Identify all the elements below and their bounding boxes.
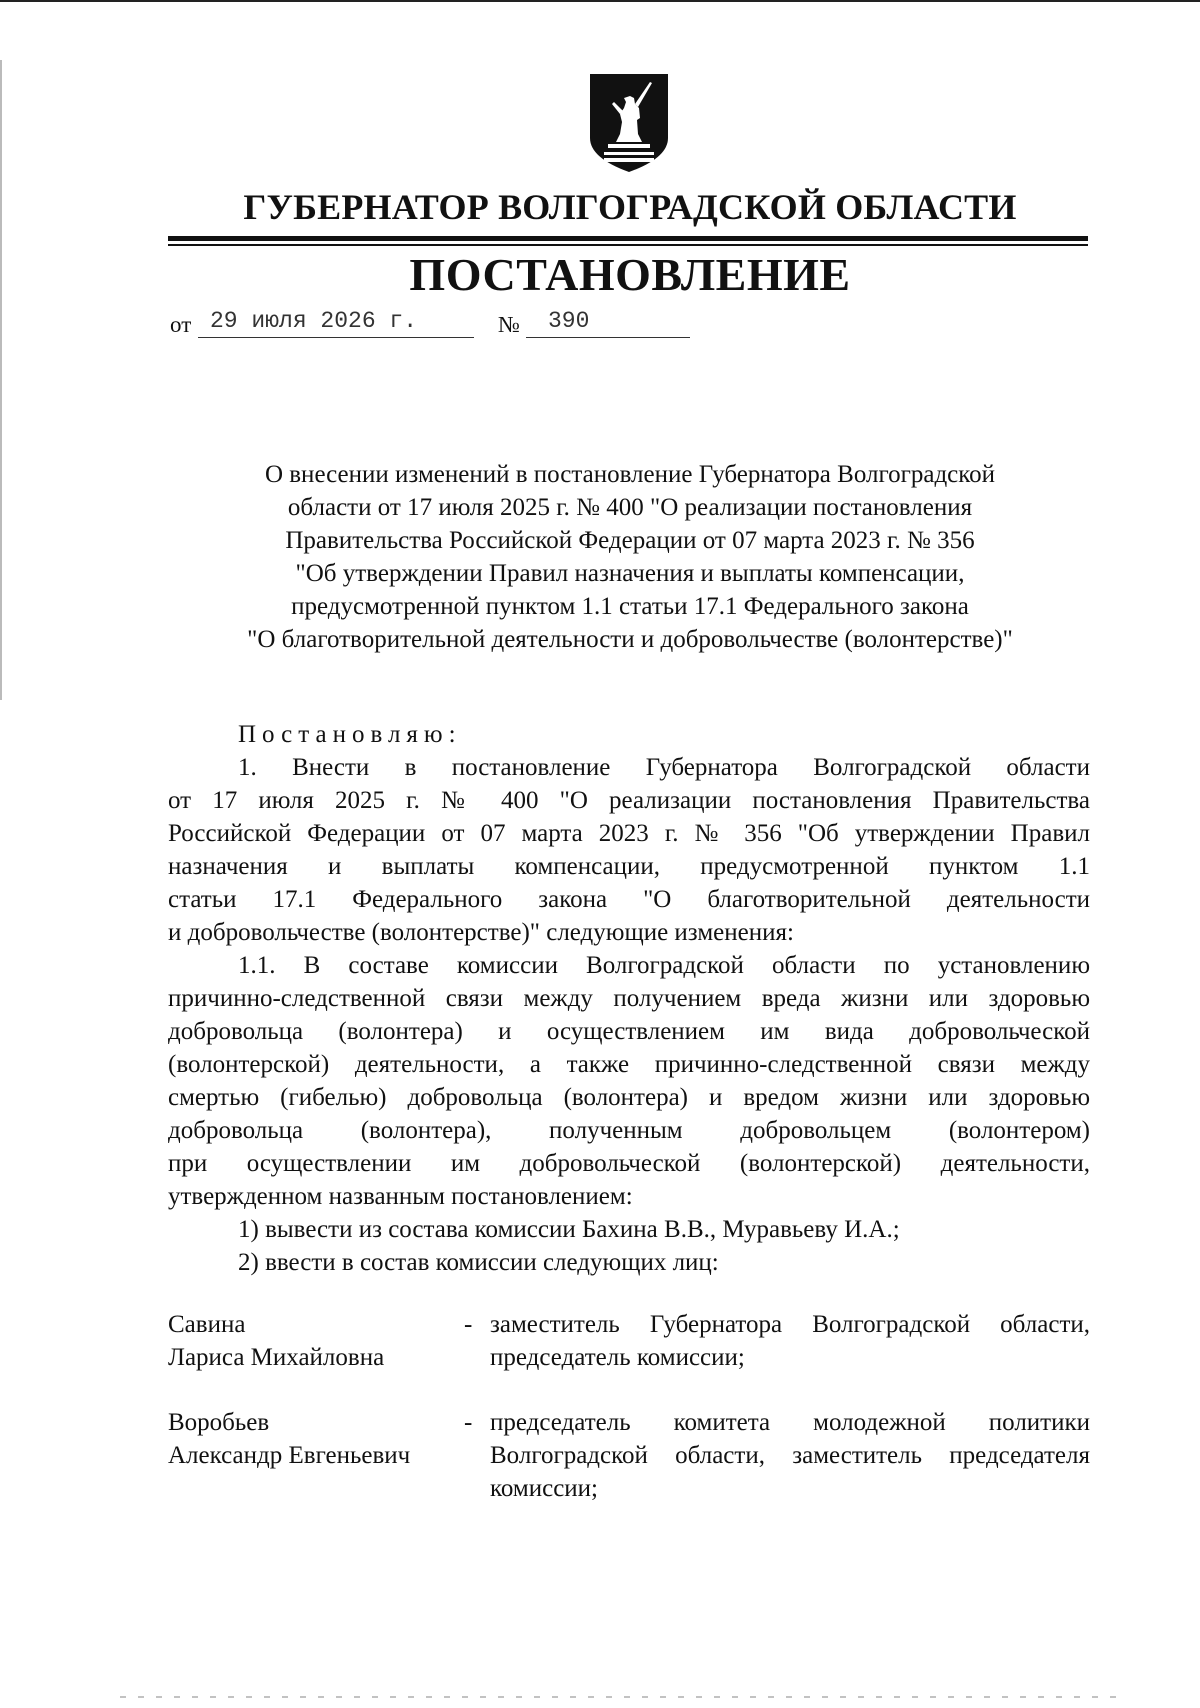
paragraph-line: 1.1. В составе комиссии Волгоградской области по установлению [238, 952, 1090, 979]
member-dash: - [464, 1311, 473, 1338]
resolve-word: Постановляю: [238, 721, 462, 748]
paragraph-line: статьи 17.1 Федерального закона "О благотворительной деятельности [168, 886, 1090, 913]
document-type: ПОСТАНОВЛЕНИЕ [409, 249, 851, 300]
member-surname: Воробьев [168, 1409, 270, 1436]
paragraph-line: (волонтерской) деятельности, а также причинно-следственной связи между [168, 1051, 1090, 1078]
authority-title: ГУБЕРНАТОР ВОЛГОГРАДСКОЙ ОБЛАСТИ [243, 187, 1017, 227]
member-name [168, 1406, 468, 1472]
paragraph-line: и добровольчестве (волонтерстве)" следующие изменения: [168, 919, 794, 946]
paragraph-line: 1. Внести в постановление Губернатора Волгоградской области [238, 754, 1090, 781]
member-entry [168, 1308, 1090, 1378]
document-body [168, 718, 1090, 1279]
date-prefix: от [170, 312, 192, 337]
list-item: 2) ввести в состав комиссии следующих лиц: [238, 1249, 719, 1276]
paragraph-line: Российской Федерации от 07 марта 2023 г. № 356 "Об утверждении Правил [168, 820, 1090, 847]
header-rule-thin [168, 244, 1088, 246]
member-role: председатель комитета молодежной политики Волгоградской области, заместитель председателя комиссии; [490, 1409, 1090, 1502]
date-value: 29 июля 2026 г. [210, 308, 418, 334]
paragraph-line: добровольца (волонтера) и осуществлением им вида добровольческой [168, 1018, 1090, 1045]
member-given-names: Александр Евгеньевич [168, 1442, 411, 1469]
subject-line: "Об утверждении Правил назначения и выплаты компенсации, [295, 560, 965, 587]
scan-edge-top [0, 0, 1200, 2]
member-given-names: Лариса Михайловна [168, 1344, 385, 1371]
number-prefix: № [498, 312, 520, 337]
subject-line: предусмотренной пунктом 1.1 статьи 17.1 Федерального закона [291, 593, 969, 620]
paragraph-line: утвержденном названным постановлением: [168, 1183, 633, 1210]
date-underline [198, 337, 474, 338]
subject-line: области от 17 июля 2025 г. № 400 "О реализации постановления [287, 494, 973, 521]
coat-of-arms-icon [590, 74, 668, 172]
subject-line: "О благотворительной деятельности и добровольчестве (волонтерстве)" [247, 626, 1013, 653]
paragraph-line: смертью (гибелью) добровольца (волонтера) и вредом жизни или здоровью [168, 1084, 1090, 1111]
member-role: заместитель Губернатора Волгоградской области, председатель комиссии; [490, 1311, 1090, 1371]
header-rule-thick [168, 236, 1088, 241]
paragraph-line: добровольца (волонтера), полученным добровольцем (волонтером) [168, 1117, 1090, 1144]
document-subject [170, 458, 1090, 656]
subject-line: О внесении изменений в постановление Губернатора Волгоградской [264, 461, 996, 488]
paragraph-line: от 17 июля 2025 г. № 400 "О реализации постановления Правительства [168, 787, 1090, 814]
paragraph-line: назначения и выплаты компенсации, предусмотренной пунктом 1.1 [168, 853, 1090, 880]
scan-artifact-bottom [120, 1696, 1120, 1698]
paragraph-line: причинно-следственной связи между получением вреда жизни или здоровью [168, 985, 1090, 1012]
paragraph-line: при осуществлении им добровольческой (волонтерской) деятельности, [168, 1150, 1090, 1177]
list-item: 1) вывести из состава комиссии Бахина В.В., Муравьеву И.А.; [238, 1216, 900, 1243]
member-name [168, 1308, 468, 1374]
number-value: 390 [548, 308, 590, 334]
number-underline [526, 337, 690, 338]
subject-line: Правительства Российской Федерации от 07 марта 2023 г. № 356 [285, 527, 975, 554]
scan-edge-left [0, 60, 2, 700]
dateline [170, 308, 690, 344]
member-surname: Савина [168, 1311, 246, 1338]
member-entry [168, 1406, 1090, 1506]
member-dash: - [464, 1409, 473, 1436]
